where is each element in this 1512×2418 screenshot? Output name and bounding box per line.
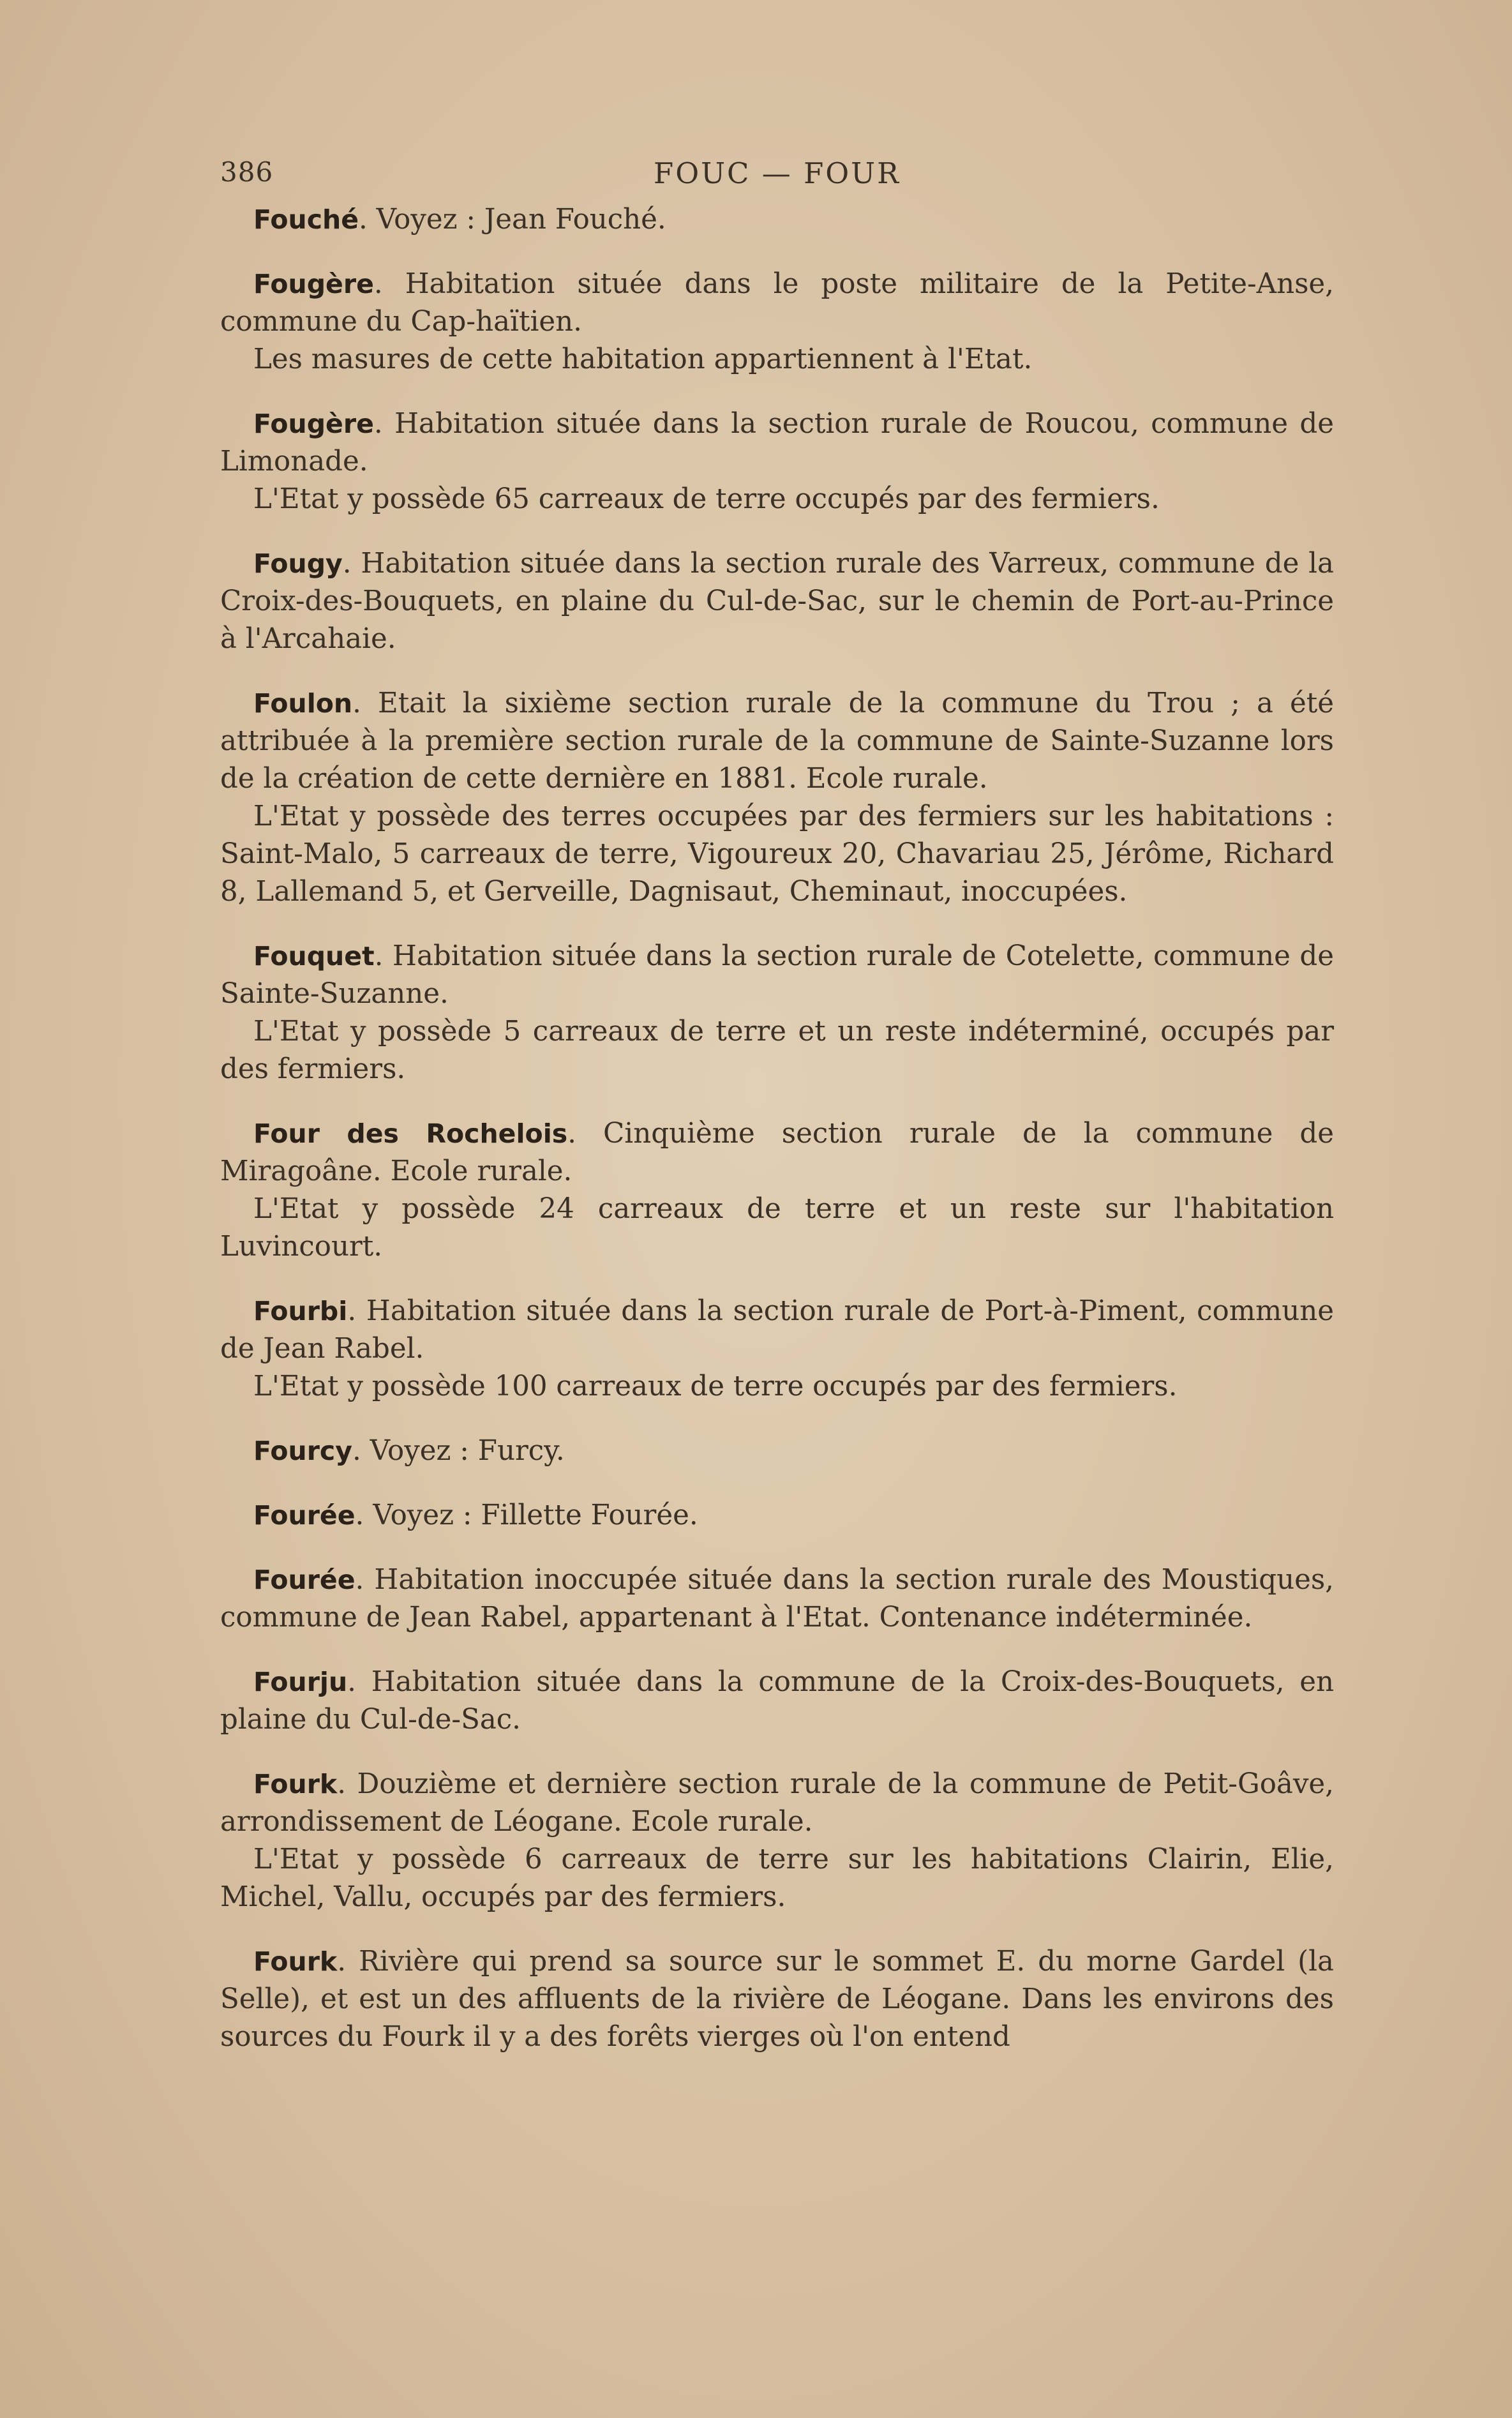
entry-headword: Foulon <box>253 688 353 719</box>
entry-paragraph: L'Etat y possède 65 carreaux de terre occupés par des fermiers. <box>253 483 1160 515</box>
entry-paragraph <box>220 1497 1334 1535</box>
entry-text: . Etait la sixième section rurale de la commune du Trou ; a été attribuée à la première section rurale de la commune de Sainte-Suzanne lors de la création de cette dernière en 1881. Ecole rurale. <box>220 687 1334 795</box>
entry-paragraph <box>220 1561 1334 1637</box>
entry-fourcy <box>220 1432 1334 1470</box>
entry-text: . Habitation située dans le poste militaire de la Petite-Anse, commune du Cap-haïtien. <box>220 268 1334 338</box>
entry-paragraph <box>220 266 1334 341</box>
entry-headword: Fourju <box>253 1667 348 1697</box>
entry-text: . Rivière qui prend sa source sur le sommet E. du morne Gardel (la Selle), et est un des affluents de la rivière de Léogane. Dans les environs des sources du Fourk il y a des forêts vierges où l'on entend <box>220 1946 1334 2053</box>
entry-fougere-2 <box>220 405 1334 518</box>
entry-paragraph: L'Etat y possède 5 carreaux de terre et un reste indéterminé, occupés par des fermiers. <box>220 1016 1334 1085</box>
entry-paragraph <box>220 201 1334 239</box>
entry-fougere-1 <box>220 266 1334 379</box>
page-number: 386 <box>220 156 274 188</box>
entry-headword: Fourée <box>253 1565 356 1595</box>
entry-headword: Fourcy <box>253 1436 352 1466</box>
entry-paragraph: L'Etat y possède 24 carreaux de terre et un reste sur l'habitation Luvincourt. <box>220 1193 1334 1263</box>
running-title: FOUC — FOUR <box>653 156 901 190</box>
entry-paragraph <box>220 1293 1334 1368</box>
entry-foulon <box>220 685 1334 911</box>
entry-text: . Habitation inoccupée située dans la section rurale des Moustiques, commune de Jean Rabel, appartenant à l'Etat. Contenance indéterminée. <box>220 1564 1334 1633</box>
entry-text: . Cinquième section rurale de la commune de Miragoâne. Ecole rurale. <box>220 1118 1334 1187</box>
entry-headword: Fourk <box>253 1946 338 1977</box>
entry-headword: Fouché <box>253 204 359 235</box>
entry-text: . Habitation située dans la section rurale de Cotelette, commune de Sainte-Suzanne. <box>220 940 1334 1010</box>
entry-fouche <box>220 201 1334 239</box>
entry-headword: Fouquet <box>253 941 375 972</box>
entry-text: . Voyez : Jean Fouché. <box>359 204 666 236</box>
entry-headword: Fougère <box>253 409 374 439</box>
entry-headword: Fourbi <box>253 1296 348 1326</box>
entry-paragraph <box>220 405 1334 481</box>
entry-text: . Habitation située dans la section rurale des Varreux, commune de la Croix-des-Bouquets, en plaine du Cul-de-Sac, sur le chemin de Port-au-Prince à l'Arcahaie. <box>220 548 1334 655</box>
entry-paragraph: L'Etat y possède des terres occupées par des fermiers sur les habitations : Saint-Malo, 5 carreaux de terre, Vigoureux 20, Chavariau 25, Jérôme, Richard 8, Lallemand 5, et Gerveille, Dagnisaut, Cheminaut, inoccupées. <box>220 800 1334 908</box>
entry-headword: Fougère <box>253 269 374 299</box>
entry-paragraph <box>220 1663 1334 1739</box>
entry-paragraph: L'Etat y possède 100 carreaux de terre occupés par des fermiers. <box>253 1370 1178 1402</box>
entry-fourk-2 <box>220 1943 1334 2056</box>
entry-paragraph <box>220 1115 1334 1190</box>
entry-fouree-1 <box>220 1497 1334 1535</box>
entry-headword: Four des Rochelois <box>253 1118 568 1149</box>
entry-paragraph <box>220 1432 1334 1470</box>
entry-headword: Fourk <box>253 1769 338 1799</box>
book-page <box>220 156 1334 2083</box>
entry-fougy <box>220 545 1334 658</box>
entry-text: . Habitation située dans la commune de la Croix-des-Bouquets, en plaine du Cul-de-Sac. <box>220 1666 1334 1736</box>
entry-text: . Voyez : Furcy. <box>352 1435 565 1467</box>
entry-headword: Fourée <box>253 1500 356 1531</box>
entry-paragraph <box>220 1943 1334 2056</box>
entry-paragraph <box>220 545 1334 658</box>
entry-fouquet <box>220 938 1334 1088</box>
entry-fourju <box>220 1663 1334 1739</box>
entry-headword: Fougy <box>253 548 343 579</box>
entry-paragraph <box>220 685 1334 798</box>
entry-fourbi <box>220 1293 1334 1406</box>
entry-paragraph <box>220 1766 1334 1841</box>
entry-text: . Douzième et dernière section rurale de la commune de Petit-Goâve, arrondissement de Léogane. Ecole rurale. <box>220 1768 1334 1838</box>
entry-paragraph: Les masures de cette habitation appartiennent à l'Etat. <box>253 343 1033 375</box>
entry-four-des-rochelois <box>220 1115 1334 1266</box>
entry-fourk-1 <box>220 1766 1334 1916</box>
entry-fouree-2 <box>220 1561 1334 1637</box>
entry-text: . Habitation située dans la section rurale de Roucou, commune de Limonade. <box>220 408 1334 477</box>
running-header <box>220 156 1334 201</box>
entry-paragraph <box>220 938 1334 1013</box>
entry-text: . Habitation située dans la section rurale de Port-à-Piment, commune de Jean Rabel. <box>220 1295 1334 1365</box>
entry-text: . Voyez : Fillette Fourée. <box>355 1499 698 1531</box>
entry-paragraph: L'Etat y possède 6 carreaux de terre sur les habitations Clairin, Elie, Michel, Vallu, occupés par des fermiers. <box>220 1844 1334 1913</box>
